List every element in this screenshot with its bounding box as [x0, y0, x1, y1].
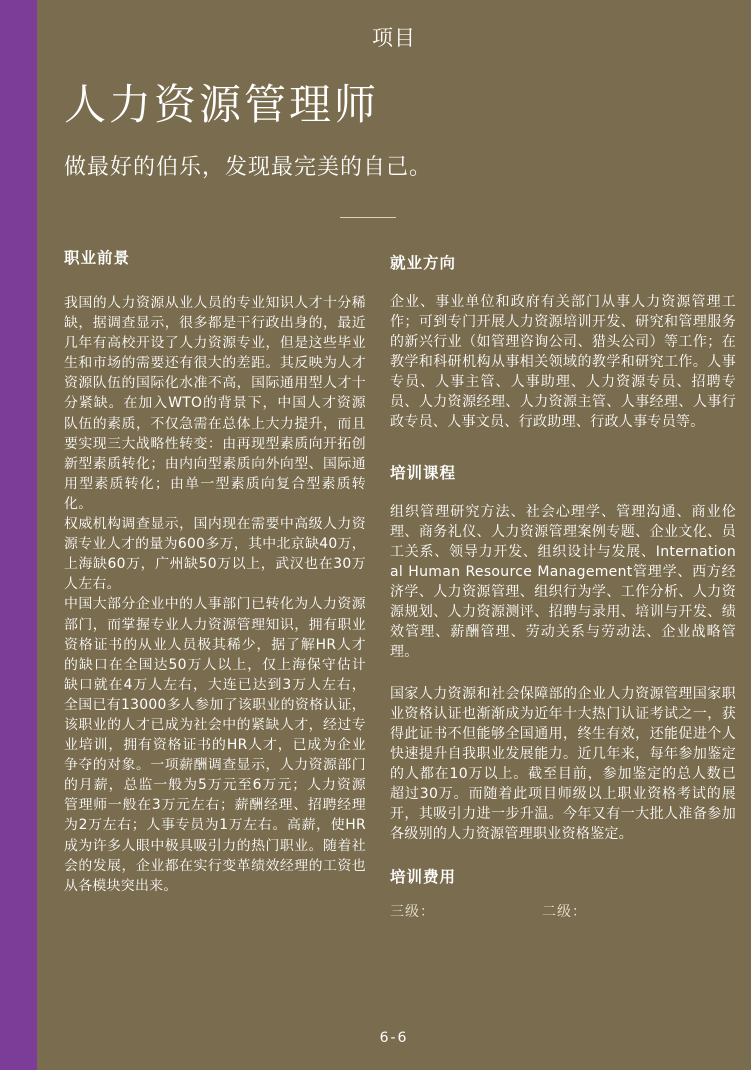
employment-text: 企业、事业单位和政府有关部门从事人力资源管理工作；可到专门开展人力资源培训开发、研究和管理服务的新兴行业（如管理咨询公司、猎头公司）等工作；在教学和科研机构从事相关领域的教学和研究工作。人事专员、人事主管、人事助理、人力资源专员、招聘专员、人力资源经理、人力资源主管、人事经理、人事行政专员、人事文员、行政助理、行政人事专员等。: [390, 294, 736, 430]
fees-heading: 培训费用: [390, 868, 457, 886]
career-prospects-heading: 职业前景: [64, 249, 131, 267]
slogan: 做最好的伯乐，发现最完美的自己。: [64, 155, 433, 180]
side-stripe: [0, 0, 37, 1070]
training-courses: 组织管理研究方法、社会心理学、管理沟通、商业伦理、商务礼仪、人力资源管理案例专题、企业文化、员工关系、领导力开发、组织设计与发展、International Human Resource Management管理学、西方经济学、人力资源管理、组织行为学、工作分析、人力资源规划、人力资源测评、招聘与录用、培训与开发、绩效管理、薪酬管理、劳动关系与劳动法、企业战略管理。: [390, 504, 736, 660]
career-paragraph-3: 中国大部分企业中的人事部门已转化为人力资源部门，而掌握专业人力资源管理知识，拥有职业资格证书的从业人员极其稀少，据了解HR人才的缺口在全国达50万人以上，仅上海保守估计缺口就在4万人左右，大连已达到3万人左右，全国已有13000多人参加了该职业的资格认证，该职业的人才已成为社会中的紧缺人才，经过专业培训，拥有资格证书的HR人才，已成为企业争夺的对象。一项薪酬调查显示，人力资源部门的月薪，总监一般为5万元至6万元；人力资源管理师一般在3万元左右；薪酬经理、招聘经理为2万左右；人事专员为1万左右。高薪，使HR成为许多人眼中极具吸引力的热门职业。随着社会的发展，企业都在实行变革绩效经理的工资也从各模块突出来。: [64, 596, 366, 894]
training-heading: 培训课程: [390, 464, 457, 482]
career-paragraph-1: 我国的人力资源从业人员的专业知识人才十分稀缺，据调查显示，很多都是干行政出身的，最近几年有高校开设了人力资源专业，但是这些毕业生和市场的需要还有很大的差距。其反映为人才资源队伍的国际化水准不高，国际通用型人才十分紧缺。在加入WTO的背景下，中国人才资源队伍的素质，不仅急需在总体上大力提升，而且要实现三大战略性转变：由再现型素质向开拓创新型素质转化；由内向型素质向外向型、国际通用型素质转化；由单一型素质向复合型素质转化。: [64, 295, 366, 512]
header-label: 项目: [372, 26, 416, 50]
employment-heading: 就业方向: [390, 254, 457, 272]
fee-level-2: 二级：: [542, 904, 587, 920]
certification-text: 国家人力资源和社会保障部的企业人力资源管理国家职业资格认证也渐渐成为近年十大热门认证考试之一，获得此证书不但能够全国通用，终生有效，还能促进个人快速提升自我职业发展能力。近几年来，每年参加鉴定的人都在10万以上。截至目前，参加鉴定的总人数已超过30万。而随着此项目师级以上职业资格考试的展开，其吸引力进一步升温。今年又有一大批人准备参加各级别的人力资源管理职业资格鉴定。: [390, 686, 736, 842]
divider: [340, 217, 396, 218]
career-prospects-body: [64, 293, 366, 896]
career-paragraph-2: 权威机构调查显示，国内现在需要中高级人力资源专业人才的量为600多万，其中北京缺40万，上海缺60万，广州缺50万以上，武汉也在30万人左右。: [64, 516, 366, 593]
fees-row: [390, 902, 736, 922]
page-number: 6-6: [379, 1030, 409, 1046]
page-title: 人力资源管理师: [64, 80, 380, 129]
right-column: [390, 252, 736, 922]
career-prospects-section: [64, 247, 366, 896]
fee-level-3: 三级：: [390, 904, 435, 920]
